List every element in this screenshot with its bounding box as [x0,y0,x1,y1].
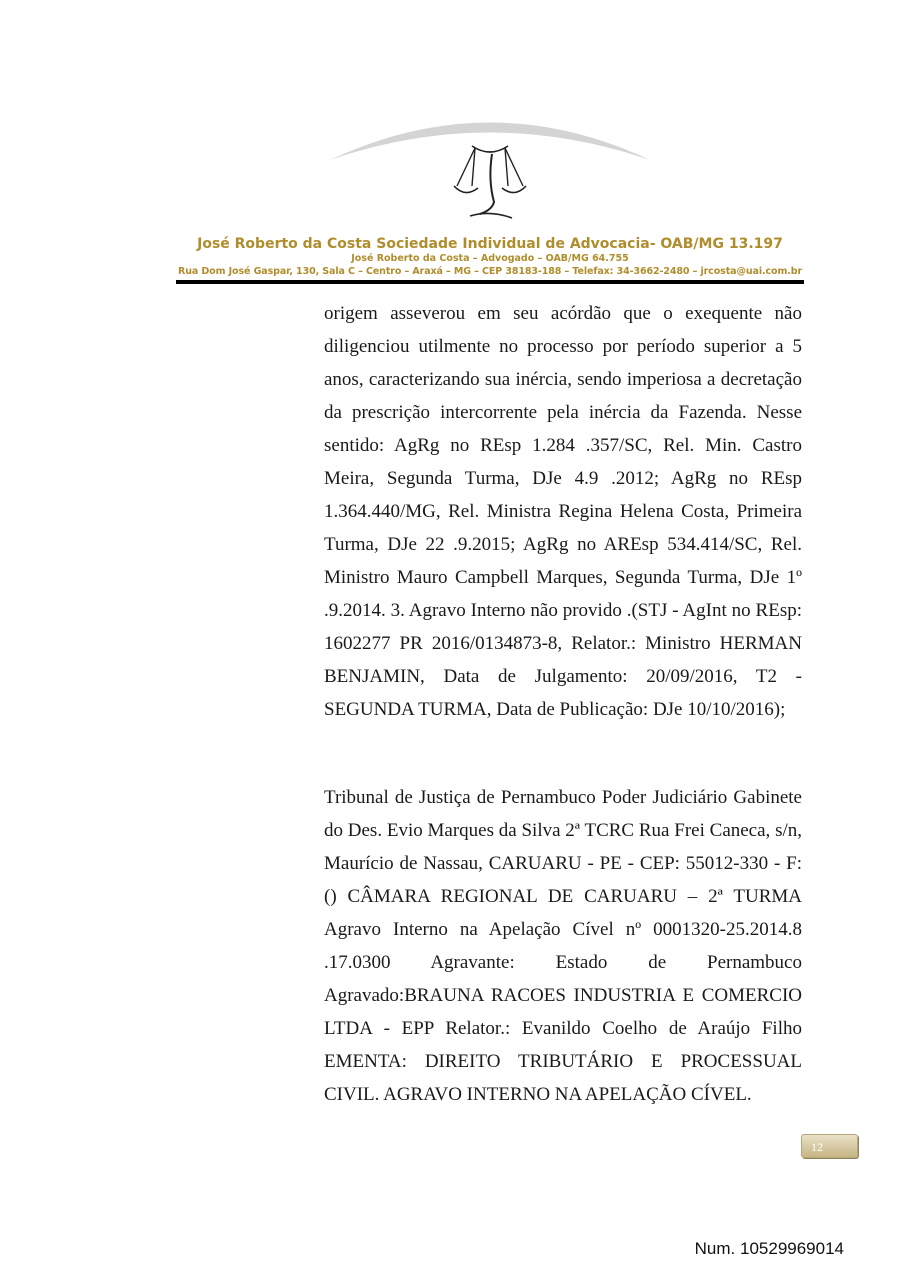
lawyer-name: José Roberto da Costa – Advogado – OAB/MG 64.755 [351,253,629,264]
body-paragraph-1: origem asseverou em seu acórdão que o exequente não diligenciou utilmente no processo por período superior a 5 anos, caracterizando sua inércia, sendo imperiosa a decretação da prescrição intercorrente pela inércia da Fazenda. Nesse sentido: AgRg no REsp 1.284 .357/SC, Rel. Min. Castro Meira, Segunda Turma, DJe 4.9 .2012; AgRg no REsp 1.364.440/MG, Rel. Ministra Regina Helena Costa, Primeira Turma, DJe 22 .9.2015; AgRg no AREsp 534.414/SC, Rel. Ministro Mauro Campbell Marques, Segunda Turma, DJe 1º .9.2014. 3. Agravo Interno não provido .(STJ - AgInt no REsp: 1602277 PR 2016/0134873-8, Relator.: Ministro HERMAN BENJAMIN, Data de Julgamento: 20/09/2016, T2 - SEGUNDA TURMA, Data de Publicação: DJe 10/10/2016); [324,303,802,720]
header-divider [176,280,804,284]
page-number-badge: 12 [801,1134,858,1158]
document-number: Num. 10529969014 [694,1239,844,1258]
firm-name: José Roberto da Costa Sociedade Individual de Advocacia- OAB/MG 13.197 [197,236,783,252]
scales-of-justice-icon [320,110,660,230]
body-paragraph-2: Tribunal de Justiça de Pernambuco Poder Judiciário Gabinete do Des. Evio Marques da Silva 2ª TCRC Rua Frei Caneca, s/n, Maurício de Nassau, CARUARU - PE - CEP: 55012-330 - F:() CÂMARA REGIONAL DE CARUARU – 2ª TURMA Agravo Interno na Apelação Cível nº 0001320-25.2014.8 .17.0300 Agravante: Estado de Pernambuco Agravado:BRAUNA RACOES INDUSTRIA E COMERCIO LTDA - EPP Relator.: Evanildo Coelho de Araújo Filho EMENTA: DIREITO TRIBUTÁRIO E PROCESSUAL CIVIL. AGRAVO INTERNO NA APELAÇÃO CÍVEL. [324,787,802,1105]
firm-address: Rua Dom José Gaspar, 130, Sala C – Centro – Araxá – MG – CEP 38183-188 – Telefax: 34-3662-2480 – jrcosta@uai.com.br [178,266,803,277]
